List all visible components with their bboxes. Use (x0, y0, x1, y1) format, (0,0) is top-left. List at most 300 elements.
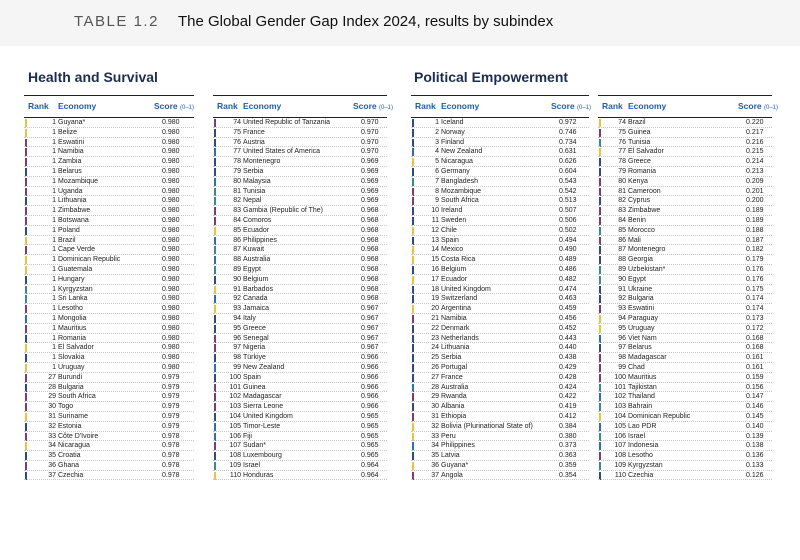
economy-cell: Cyprus (628, 197, 651, 205)
region-color-marker (25, 325, 27, 333)
score-cell: 0.140 (746, 422, 764, 430)
score-cell: 0.440 (559, 344, 577, 352)
table-row (598, 128, 772, 138)
table-row (411, 196, 589, 206)
economy-cell: Ukraine (628, 285, 653, 293)
table-row (411, 177, 589, 187)
economy-cell: Mongolia (58, 314, 87, 322)
region-color-marker (25, 344, 27, 352)
region-color-marker (25, 178, 27, 186)
score-cell: 0.438 (559, 354, 577, 362)
region-color-marker (214, 237, 216, 245)
rank-cell: 6 (435, 167, 439, 175)
economy-cell: Zambia (58, 158, 82, 166)
score-cell: 0.968 (361, 236, 379, 244)
rank-cell: 1 (52, 167, 56, 175)
economy-cell: Israel (628, 432, 646, 440)
table-row (411, 363, 589, 373)
score-cell: 0.968 (361, 285, 379, 293)
table-row (411, 314, 589, 324)
region-color-marker (214, 335, 216, 343)
score-cell: 0.980 (162, 138, 180, 146)
economy-cell: Barbados (243, 285, 273, 293)
rank-cell: 104 (229, 412, 241, 420)
score-cell: 0.965 (361, 442, 379, 450)
rank-cell: 90 (618, 275, 626, 283)
economy-cell: Bulgaria (58, 383, 84, 391)
rank-cell: 32 (431, 422, 439, 430)
table-row (598, 206, 772, 216)
row-divider (598, 479, 772, 480)
region-color-marker (25, 139, 27, 147)
column-header-score-unit: (0–1) (379, 105, 394, 111)
rank-cell: 80 (618, 177, 626, 185)
header-band (0, 0, 800, 46)
score-cell: 0.182 (746, 246, 764, 254)
table-row (24, 118, 194, 128)
economy-cell: South Africa (441, 197, 479, 205)
economy-cell: Zimbabwe (628, 207, 661, 215)
table-row (213, 383, 387, 393)
economy-cell: Montenegro (243, 158, 281, 166)
table-row (24, 245, 194, 255)
economy-cell: Uzbekistan* (628, 265, 666, 273)
rank-cell: 32 (48, 422, 56, 430)
economy-cell: Fiji (243, 432, 252, 440)
table-row (411, 471, 589, 481)
table-row (411, 402, 589, 412)
rank-cell: 37 (431, 471, 439, 479)
region-color-marker (412, 227, 414, 235)
rank-cell: 37 (48, 471, 56, 479)
table-row (411, 236, 589, 246)
score-cell: 0.978 (162, 471, 180, 479)
region-color-marker (25, 442, 27, 450)
score-cell: 0.506 (559, 216, 577, 224)
economy-cell: Spain (243, 373, 261, 381)
region-color-marker (25, 472, 27, 480)
rank-cell: 74 (233, 119, 241, 126)
score-cell: 0.978 (162, 461, 180, 469)
economy-cell: Sudan* (243, 442, 266, 450)
score-cell: 0.969 (361, 177, 379, 185)
table-row (213, 402, 387, 412)
table-body (411, 118, 589, 480)
score-cell: 0.968 (361, 246, 379, 254)
region-color-marker (25, 462, 27, 470)
region-color-marker (412, 246, 414, 254)
region-color-marker (214, 354, 216, 362)
table-row (411, 343, 589, 353)
rank-cell: 4 (435, 148, 439, 156)
region-color-marker (599, 139, 601, 147)
table-row (411, 441, 589, 451)
rank-cell: 35 (48, 452, 56, 460)
region-color-marker (412, 374, 414, 382)
table-row (213, 343, 387, 353)
score-cell: 0.968 (361, 226, 379, 234)
rank-cell: 1 (52, 177, 56, 185)
region-color-marker (214, 403, 216, 411)
score-cell: 0.980 (162, 354, 180, 362)
economy-cell: Guinea (628, 128, 651, 136)
table-row (24, 343, 194, 353)
region-color-marker (412, 188, 414, 196)
region-color-marker (25, 119, 27, 127)
economy-cell: Botswana (58, 216, 89, 224)
table-row (598, 432, 772, 442)
economy-cell: Tunisia (243, 187, 266, 195)
rank-cell: 1 (52, 236, 56, 244)
economy-cell: Eswatini (628, 305, 655, 313)
economy-cell: Malaysia (243, 177, 271, 185)
rank-cell: 20 (431, 305, 439, 313)
rank-cell: 82 (618, 197, 626, 205)
row-divider (24, 479, 194, 480)
rank-cell: 86 (233, 236, 241, 244)
rank-cell: 26 (431, 363, 439, 371)
region-color-marker (25, 374, 27, 382)
table-row (24, 383, 194, 393)
table-row (411, 412, 589, 422)
score-cell: 0.970 (361, 138, 379, 146)
table-row (598, 196, 772, 206)
score-cell: 0.980 (162, 187, 180, 195)
economy-cell: Brazil (628, 119, 646, 126)
region-color-marker (214, 295, 216, 303)
score-cell: 0.980 (162, 275, 180, 283)
economy-cell: Mozambique (58, 177, 99, 185)
region-color-marker (25, 403, 27, 411)
rank-cell: 13 (431, 236, 439, 244)
score-cell: 0.486 (559, 265, 577, 273)
score-cell: 0.126 (746, 471, 764, 479)
score-cell: 0.443 (559, 334, 577, 342)
table-row (411, 294, 589, 304)
economy-cell: Belarus (628, 344, 652, 352)
economy-cell: Serbia (243, 167, 264, 175)
score-cell: 0.174 (746, 295, 764, 303)
rank-cell: 95 (618, 324, 626, 332)
table-row (598, 275, 772, 285)
region-color-marker (412, 335, 414, 343)
economy-cell: Uruguay (628, 324, 655, 332)
score-cell: 0.969 (361, 197, 379, 205)
region-color-marker (412, 295, 414, 303)
table-row (213, 245, 387, 255)
region-color-marker (214, 119, 216, 127)
economy-cell: Egypt (628, 275, 646, 283)
economy-cell: Morocco (628, 226, 655, 234)
score-cell: 0.384 (559, 422, 577, 430)
score-cell: 0.188 (746, 226, 764, 234)
region-color-marker (25, 335, 27, 343)
rank-cell: 1 (52, 138, 56, 146)
table-row (598, 353, 772, 363)
table-row (24, 441, 194, 451)
rank-cell: 101 (614, 383, 626, 391)
table-row (598, 392, 772, 402)
score-cell: 0.978 (162, 442, 180, 450)
score-cell: 0.966 (361, 363, 379, 371)
score-cell: 0.968 (361, 216, 379, 224)
rank-cell: 36 (431, 461, 439, 469)
region-color-marker (412, 217, 414, 225)
region-color-marker (412, 148, 414, 156)
rank-cell: 98 (618, 354, 626, 362)
score-cell: 0.734 (559, 138, 577, 146)
economy-cell: Kyrgyzstan (58, 285, 93, 293)
region-color-marker (214, 364, 216, 372)
table-header (24, 95, 194, 118)
economy-cell: Romania (58, 334, 87, 342)
rank-cell: 9 (435, 197, 439, 205)
region-color-marker (214, 217, 216, 225)
table-row (598, 216, 772, 226)
table-row (598, 343, 772, 353)
score-cell: 0.980 (162, 216, 180, 224)
economy-cell: Czechia (58, 471, 84, 479)
score-cell: 0.979 (162, 422, 180, 430)
economy-cell: Kenya (628, 177, 648, 185)
score-cell: 0.175 (746, 285, 764, 293)
page-title: The Global Gender Gap Index 2024, results by subindex (178, 13, 554, 30)
economy-cell: Albania (441, 403, 465, 411)
region-color-marker (412, 364, 414, 372)
table-row (213, 177, 387, 187)
table-row (213, 236, 387, 246)
score-cell: 0.980 (162, 158, 180, 166)
rank-cell: 83 (618, 207, 626, 215)
table-row (411, 353, 589, 363)
economy-cell: Chad (628, 363, 645, 371)
rank-cell: 1 (52, 314, 56, 322)
table-row (411, 128, 589, 138)
economy-cell: Lesotho (628, 452, 653, 460)
column-header-score-label: Score (551, 101, 575, 111)
table-row (598, 177, 772, 187)
table-row (24, 363, 194, 373)
table-row (411, 138, 589, 148)
table-row (598, 314, 772, 324)
region-color-marker (214, 148, 216, 156)
rank-cell: 91 (618, 285, 626, 293)
score-cell: 0.159 (746, 373, 764, 381)
economy-cell: Lao PDR (628, 422, 657, 430)
region-color-marker (599, 423, 601, 431)
rank-cell: 106 (229, 432, 241, 440)
economy-cell: Madagascar (628, 354, 667, 362)
table-body (24, 118, 194, 480)
table-row (24, 334, 194, 344)
region-color-marker (412, 413, 414, 421)
economy-cell: Burundi (58, 373, 83, 381)
region-color-marker (214, 266, 216, 274)
region-color-marker (214, 286, 216, 294)
column-header-score (738, 101, 778, 111)
table-row (598, 402, 772, 412)
rank-cell: 1 (52, 256, 56, 264)
rank-cell: 87 (233, 246, 241, 254)
column-header-score (551, 101, 591, 111)
rank-cell: 106 (614, 432, 626, 440)
economy-cell: Zimbabwe (58, 207, 91, 215)
rank-cell: 33 (48, 432, 56, 440)
rank-cell: 1 (52, 305, 56, 313)
region-color-marker (412, 178, 414, 186)
region-color-marker (412, 129, 414, 137)
rank-cell: 77 (618, 148, 626, 156)
economy-cell: Sierra Leone (243, 403, 284, 411)
rank-cell: 99 (618, 363, 626, 371)
region-color-marker (214, 246, 216, 254)
score-cell: 0.966 (361, 373, 379, 381)
economy-cell: Estonia (58, 422, 82, 430)
region-color-marker (412, 168, 414, 176)
economy-cell: Peru (441, 432, 456, 440)
table-row (598, 451, 772, 461)
table-row (213, 412, 387, 422)
region-color-marker (412, 197, 414, 205)
economy-cell: Sri Lanka (58, 295, 88, 303)
score-cell: 0.980 (162, 197, 180, 205)
economy-cell: Gambia (Republic of The) (243, 207, 324, 215)
economy-cell: Indonesia (628, 442, 659, 450)
economy-cell: Philippines (441, 442, 475, 450)
rank-cell: 86 (618, 236, 626, 244)
column-header-score-label: Score (154, 101, 178, 111)
region-color-marker (214, 188, 216, 196)
region-color-marker (599, 315, 601, 323)
region-color-marker (412, 442, 414, 450)
region-color-marker (25, 148, 27, 156)
region-color-marker (412, 207, 414, 215)
region-color-marker (25, 295, 27, 303)
rank-cell: 95 (233, 324, 241, 332)
rank-cell: 107 (614, 442, 626, 450)
table-row (411, 422, 589, 432)
economy-cell: Angola (441, 471, 463, 479)
economy-cell: Georgia (628, 256, 653, 264)
score-cell: 0.969 (361, 158, 379, 166)
rank-cell: 110 (229, 471, 241, 479)
table-row (213, 285, 387, 295)
table-row (213, 304, 387, 314)
table-row (598, 187, 772, 197)
score-cell: 0.967 (361, 334, 379, 342)
score-cell: 0.980 (162, 305, 180, 313)
score-cell: 0.463 (559, 295, 577, 303)
rank-cell: 100 (229, 373, 241, 381)
score-cell: 0.419 (559, 403, 577, 411)
rank-cell: 78 (618, 158, 626, 166)
economy-cell: Bangladesh (441, 177, 478, 185)
rank-cell: 21 (431, 314, 439, 322)
rank-cell: 28 (48, 383, 56, 391)
rank-cell: 84 (618, 216, 626, 224)
score-cell: 0.494 (559, 236, 577, 244)
table-row (411, 157, 589, 167)
region-color-marker (599, 129, 601, 137)
economy-cell: Kyrgyzstan (628, 461, 663, 469)
rank-cell: 84 (233, 216, 241, 224)
rank-cell: 34 (48, 442, 56, 450)
region-color-marker (599, 354, 601, 362)
economy-cell: Norway (441, 128, 465, 136)
table-row (411, 304, 589, 314)
table-row (24, 147, 194, 157)
table-row (24, 128, 194, 138)
economy-cell: Australia (243, 256, 271, 264)
region-color-marker (599, 168, 601, 176)
table-row (411, 265, 589, 275)
economy-cell: Togo (58, 403, 74, 411)
table-health-left (24, 95, 194, 480)
region-color-marker (214, 197, 216, 205)
rank-cell: 93 (618, 305, 626, 313)
region-color-marker (599, 286, 601, 294)
rank-cell: 94 (618, 314, 626, 322)
score-cell: 0.173 (746, 314, 764, 322)
score-cell: 0.968 (361, 265, 379, 273)
rank-cell: 23 (431, 334, 439, 342)
region-color-marker (412, 354, 414, 362)
score-cell: 0.189 (746, 207, 764, 215)
economy-cell: Romania (628, 167, 657, 175)
table-row (411, 147, 589, 157)
economy-cell: Eswatini (58, 138, 85, 146)
region-color-marker (25, 217, 27, 225)
score-cell: 0.189 (746, 216, 764, 224)
table-row (24, 226, 194, 236)
region-color-marker (214, 139, 216, 147)
column-header-economy: Economy (441, 101, 480, 111)
table-row (213, 461, 387, 471)
region-color-marker (599, 413, 601, 421)
rank-cell: 18 (431, 285, 439, 293)
rank-cell: 74 (618, 119, 626, 126)
rank-cell: 76 (618, 138, 626, 146)
region-color-marker (25, 197, 27, 205)
score-cell: 0.967 (361, 314, 379, 322)
rank-cell: 1 (52, 207, 56, 215)
score-cell: 0.156 (746, 383, 764, 391)
rank-cell: 30 (431, 403, 439, 411)
table-row (213, 471, 387, 481)
economy-cell: Austria (243, 138, 265, 146)
score-cell: 0.969 (361, 187, 379, 195)
table-row (213, 422, 387, 432)
region-color-marker (599, 246, 601, 254)
score-cell: 0.452 (559, 324, 577, 332)
region-color-marker (25, 129, 27, 137)
rank-cell: 89 (618, 265, 626, 273)
column-header-score-unit: (0–1) (180, 105, 195, 111)
economy-cell: Portugal (441, 363, 468, 371)
economy-cell: Ghana (58, 461, 80, 469)
table-row (598, 334, 772, 344)
region-color-marker (25, 207, 27, 215)
score-cell: 0.964 (361, 471, 379, 479)
score-cell: 0.363 (559, 452, 577, 460)
score-cell: 0.542 (559, 187, 577, 195)
score-cell: 0.980 (162, 295, 180, 303)
economy-cell: Belgium (441, 265, 467, 273)
region-color-marker (214, 207, 216, 215)
score-cell: 0.980 (162, 265, 180, 273)
score-cell: 0.970 (361, 128, 379, 136)
table-row (24, 422, 194, 432)
